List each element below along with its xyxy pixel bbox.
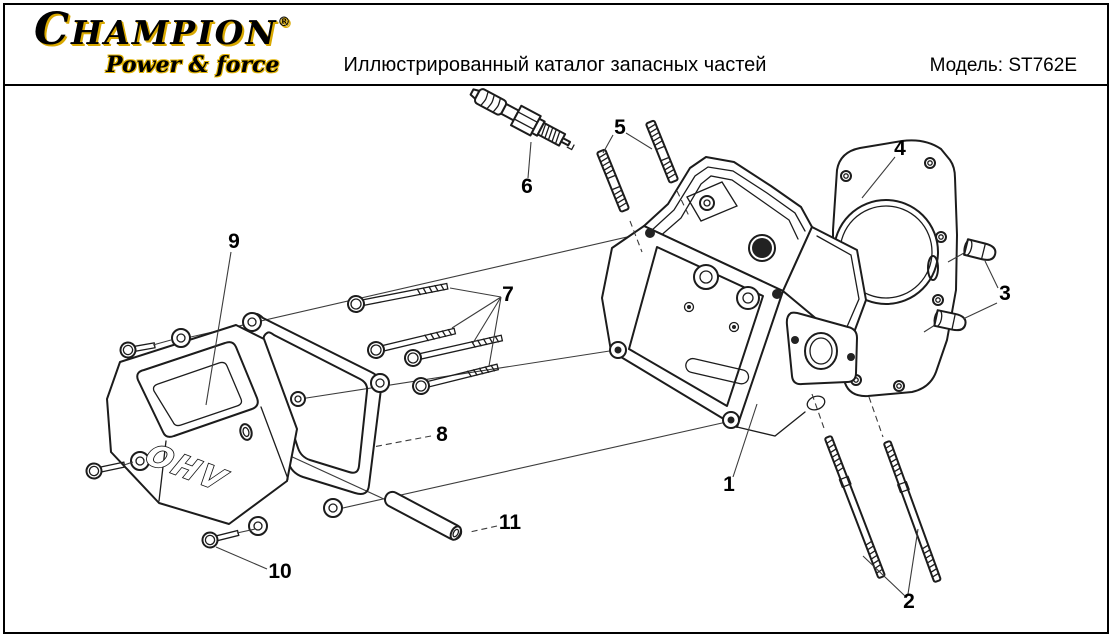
breather-tube-drawing bbox=[382, 489, 463, 542]
brand-logo-text: CHAMPION® bbox=[34, 4, 291, 55]
cylinder-head-drawing bbox=[602, 157, 866, 436]
callout-4: 4 bbox=[894, 137, 906, 160]
model-label: Модель: ST762E bbox=[929, 55, 1077, 76]
long-studs-drawing bbox=[812, 394, 942, 583]
callout-10: 10 bbox=[268, 560, 292, 583]
valve-cover-drawing bbox=[107, 325, 297, 535]
callout-1: 1 bbox=[723, 473, 735, 496]
callout-7: 7 bbox=[502, 283, 514, 306]
callout-2: 2 bbox=[903, 590, 915, 613]
callout-5: 5 bbox=[614, 116, 626, 139]
brand-tagline: Power & force bbox=[106, 52, 280, 78]
callout-6: 6 bbox=[521, 175, 533, 198]
registered-mark: ® bbox=[277, 15, 291, 30]
bolt-item-10 bbox=[201, 526, 240, 549]
callout-8: 8 bbox=[436, 423, 448, 446]
cover-engraving-text: OHV bbox=[139, 438, 234, 499]
callout-9: 9 bbox=[228, 230, 240, 253]
brand-logo-initial: C bbox=[34, 4, 72, 55]
catalog-title: Иллюстрированный каталог запасных частей bbox=[343, 54, 767, 76]
spark-plug-drawing bbox=[467, 82, 579, 155]
callout-3: 3 bbox=[999, 282, 1011, 305]
callout-11: 11 bbox=[498, 511, 522, 534]
